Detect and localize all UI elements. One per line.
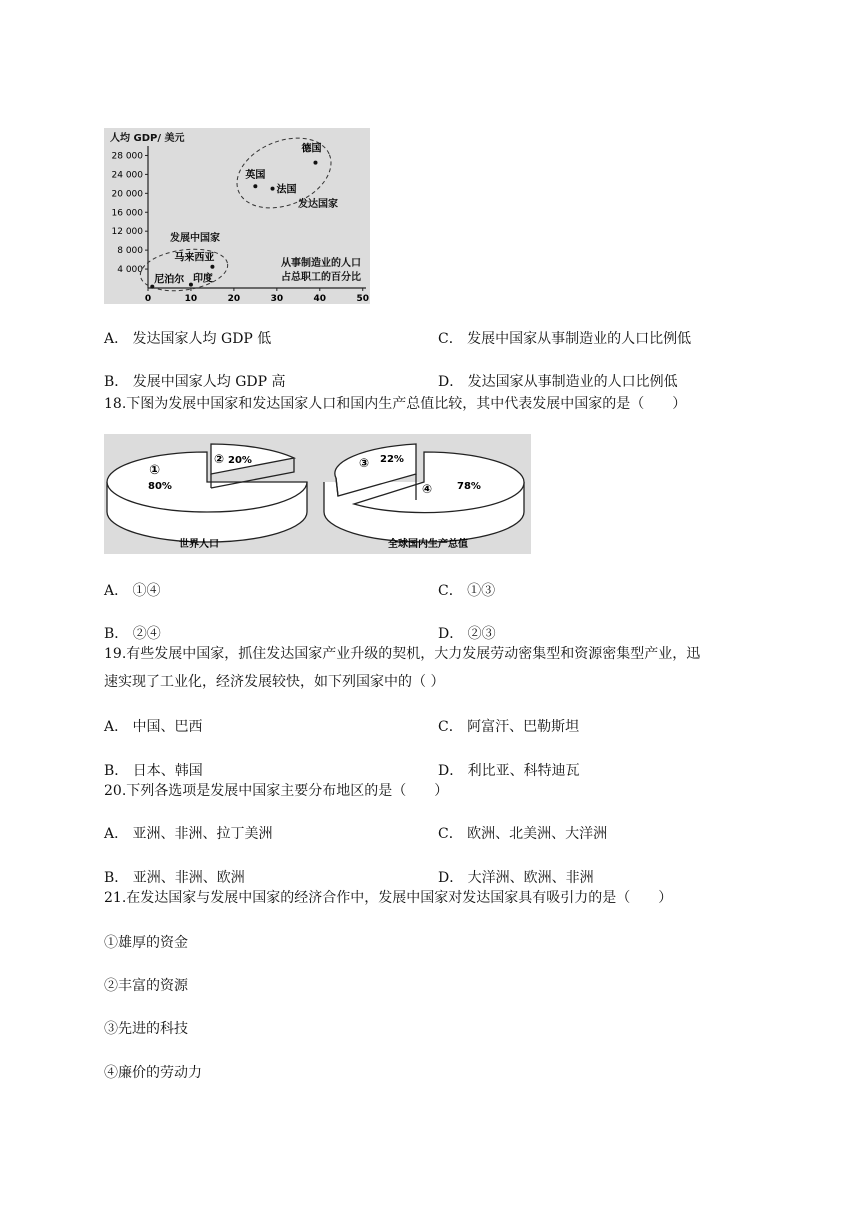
x-tick-label: 30 bbox=[270, 294, 284, 304]
scatter-svg bbox=[104, 128, 370, 304]
q19-option-b[interactable]: B． 日本、韩国 bbox=[104, 763, 203, 779]
q19-option-c[interactable]: C． 阿富汗、巴勒斯坦 bbox=[438, 719, 580, 735]
q17-option-d[interactable]: D． 发达国家从事制造业的人口比例低 bbox=[438, 374, 678, 390]
pie1-small-value: 20% bbox=[228, 455, 252, 466]
q21-item-2: ②丰富的资源 bbox=[104, 978, 188, 994]
y-tick-label: 4 000 bbox=[117, 265, 143, 276]
x-tick-label: 0 bbox=[144, 294, 152, 304]
y-tick-label: 8 000 bbox=[117, 246, 143, 257]
pie1-big-mark: ① bbox=[149, 463, 161, 478]
q18-option-c[interactable]: C． ①③ bbox=[438, 583, 496, 599]
pie2-small-mark: ③ bbox=[359, 456, 370, 470]
pie1-big-value: 80% bbox=[148, 481, 172, 492]
x-tick-label: 50 bbox=[356, 294, 369, 304]
y-tick-label: 16 000 bbox=[111, 208, 143, 219]
pie-world-population bbox=[107, 444, 307, 550]
data-point-label: 马来西亚 bbox=[174, 252, 215, 264]
q21-stem: 21.在发达国家与发展中国家的经济合作中，发展中国家对发达国家具有吸引力的是（ ） bbox=[104, 890, 673, 906]
pie2-big-value: 78% bbox=[457, 481, 481, 492]
q18-stem: 18.下图为发展中国家和发达国家人口和国内生产总值比较，其中代表发展中国家的是（ ） bbox=[104, 396, 687, 412]
pie-global-gdp bbox=[324, 444, 524, 550]
q21-item-1: ①雄厚的资金 bbox=[104, 935, 188, 951]
q17-option-c[interactable]: C． 发展中国家从事制造业的人口比例低 bbox=[438, 331, 692, 347]
data-point bbox=[210, 265, 214, 269]
data-point-label: 德国 bbox=[301, 143, 322, 155]
q19-stem-line2: 速实现了工业化，经济发展较快，如下列国家中的（ ） bbox=[104, 674, 445, 690]
data-point-label: 英国 bbox=[245, 170, 266, 182]
chart-xlabel-2: 占总职工的百分比 bbox=[281, 272, 361, 283]
q18-option-a[interactable]: A． ①④ bbox=[104, 583, 161, 599]
chart-ylabel: 人均 GDP/ 美元 bbox=[110, 133, 185, 144]
data-point-label: 印度 bbox=[192, 273, 213, 285]
q19-option-a[interactable]: A． 中国、巴西 bbox=[104, 719, 203, 735]
q19-stem-line1: 19.有些发展中国家，抓住发达国家产业升级的契机，大力发展劳动密集型和资源密集型产业，迅 bbox=[104, 646, 701, 662]
x-tick-label: 40 bbox=[313, 294, 327, 304]
data-point-label: 尼泊尔 bbox=[154, 274, 185, 286]
pie1-small-mark: ② bbox=[214, 452, 225, 466]
q17-option-a[interactable]: A． 发达国家人均 GDP 低 bbox=[104, 331, 272, 347]
q19-option-d[interactable]: D． 利比亚、科特迪瓦 bbox=[438, 763, 580, 779]
q20-option-d[interactable]: D． 大洋洲、欧洲、非洲 bbox=[438, 870, 594, 886]
x-tick-label: 20 bbox=[227, 294, 241, 304]
q21-item-4: ④廉价的劳动力 bbox=[104, 1065, 202, 1081]
data-point bbox=[271, 187, 275, 191]
y-tick-label: 12 000 bbox=[111, 227, 143, 238]
y-tick-label: 24 000 bbox=[111, 170, 143, 181]
chart-xlabel-1: 从事制造业的人口 bbox=[281, 258, 361, 269]
data-point bbox=[313, 161, 317, 165]
x-tick-label: 10 bbox=[184, 294, 198, 304]
group-developed-label: 发达国家 bbox=[298, 199, 338, 210]
group-developing-label: 发展中国家 bbox=[170, 233, 220, 244]
pie-svg bbox=[104, 434, 531, 554]
q20-stem: 20.下列各选项是发展中国家主要分布地区的是（ ） bbox=[104, 783, 449, 799]
q21-item-3: ③先进的科技 bbox=[104, 1021, 188, 1037]
y-tick-label: 20 000 bbox=[111, 189, 143, 200]
q17-option-b[interactable]: B． 发展中国家人均 GDP 高 bbox=[104, 374, 286, 390]
y-tick-label: 28 000 bbox=[111, 151, 143, 162]
gdp-manufacturing-chart bbox=[104, 128, 370, 304]
pie2-big-mark: ④ bbox=[422, 482, 433, 496]
q20-option-c[interactable]: C． 欧洲、北美洲、大洋洲 bbox=[438, 826, 608, 842]
data-point-label: 法国 bbox=[276, 184, 297, 196]
q20-option-a[interactable]: A． 亚洲、非洲、拉丁美洲 bbox=[104, 826, 273, 842]
q20-option-b[interactable]: B． 亚洲、非洲、欧洲 bbox=[104, 870, 245, 886]
pie1-title: 世界人口 bbox=[179, 539, 219, 550]
pie-comparison-figure bbox=[104, 434, 531, 554]
q18-option-d[interactable]: D． ②③ bbox=[438, 626, 496, 642]
pie2-small-value: 22% bbox=[380, 454, 404, 465]
data-point bbox=[253, 184, 257, 188]
q18-option-b[interactable]: B． ②④ bbox=[104, 626, 161, 642]
pie2-title: 全球国内生产总值 bbox=[388, 539, 468, 550]
